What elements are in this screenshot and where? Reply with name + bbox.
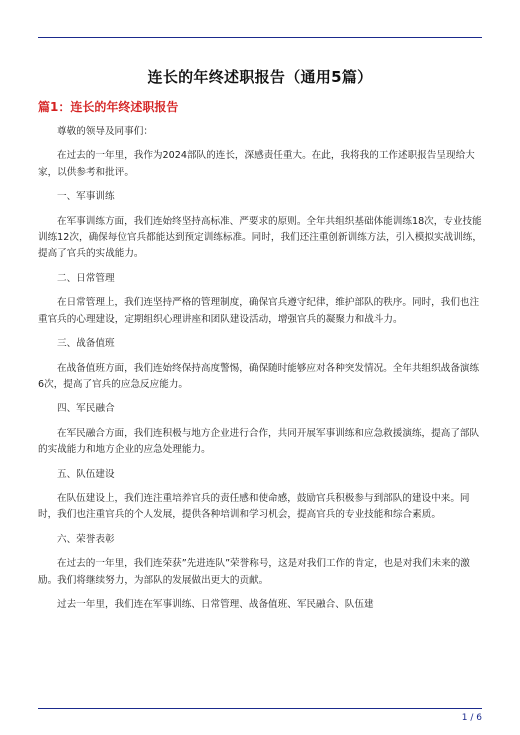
paragraph-civil-military: 在军民融合方面，我们连积极与地方企业进行合作，共同开展军事训练和应急救援演练，提高了部队的实战能力和地方企业的应急处理能力。 [38,427,480,456]
section-heading: 篇1：连长的年终述职报告 [38,100,179,114]
footer-rule [38,708,482,709]
subheading-daily-management: 二、日常管理 [57,272,115,284]
paragraph-summary: 过去一年里，我们连在军事训练、日常管理、战备值班、军民融合、队伍建 [57,599,374,611]
intro-paragraph: 在过去的一年里，我作为2024部队的连长，深感责任重大。在此，我将我的工作述职报告呈现给大家，以供参考和批评。 [38,150,475,178]
paragraph-daily-management: 在日常管理上，我们连坚持严格的管理制度，确保官兵遵守纪律，维护部队的秩序。同时，我们也注重官兵的心理建设，定期组织心理讲座和团队建设活动，增强官兵的凝聚力和战斗力。 [38,297,480,325]
subheading-team-building: 五、队伍建设 [57,468,115,480]
paragraph-combat-readiness: 在战备值班方面，我们连始终保持高度警惕，确保随时能够应对各种突发情况。全年共组织战备演练6次，提高了官兵的应急反应能力。 [38,362,480,390]
subheading-civil-military: 四、军民融合 [57,403,115,415]
document-body [38,124,482,622]
subheading-combat-readiness: 三、战备值班 [57,338,115,350]
paragraph-team-building: 在队伍建设上，我们连注重培养官兵的责任感和使命感，鼓励官兵积极参与到部队的建设中来。同时，我们也注重官兵的个人发展，提供各种培训和学习机会，提高官兵的专业技能和综合素质。 [38,493,470,521]
page-number: 1 / 6 [461,713,482,723]
salutation: 尊敬的领导及同事们： [57,126,153,137]
subheading-honors: 六、荣誉表彰 [57,533,115,545]
paragraph-military-training: 在军事训练方面，我们连始终坚持高标准、严要求的原则。全年共组织基础体能训练18次，专业技能训练12次，确保每位官兵都能达到预定训练标准。同时，我们还注重创新训练方法，引入模拟实战训练，提高了官兵的实战能力。 [38,215,482,260]
header-rule [38,37,482,38]
subheading-military-training: 一、军事训练 [57,191,115,203]
document-title: 连长的年终述职报告（通用5篇） [147,68,373,86]
paragraph-honors: 在过去的一年里，我们连荣获”先进连队”荣誉称号，这是对我们工作的肯定，也是对我们未来的激励。我们将继续努力，为部队的发展做出更大的贡献。 [38,558,470,586]
